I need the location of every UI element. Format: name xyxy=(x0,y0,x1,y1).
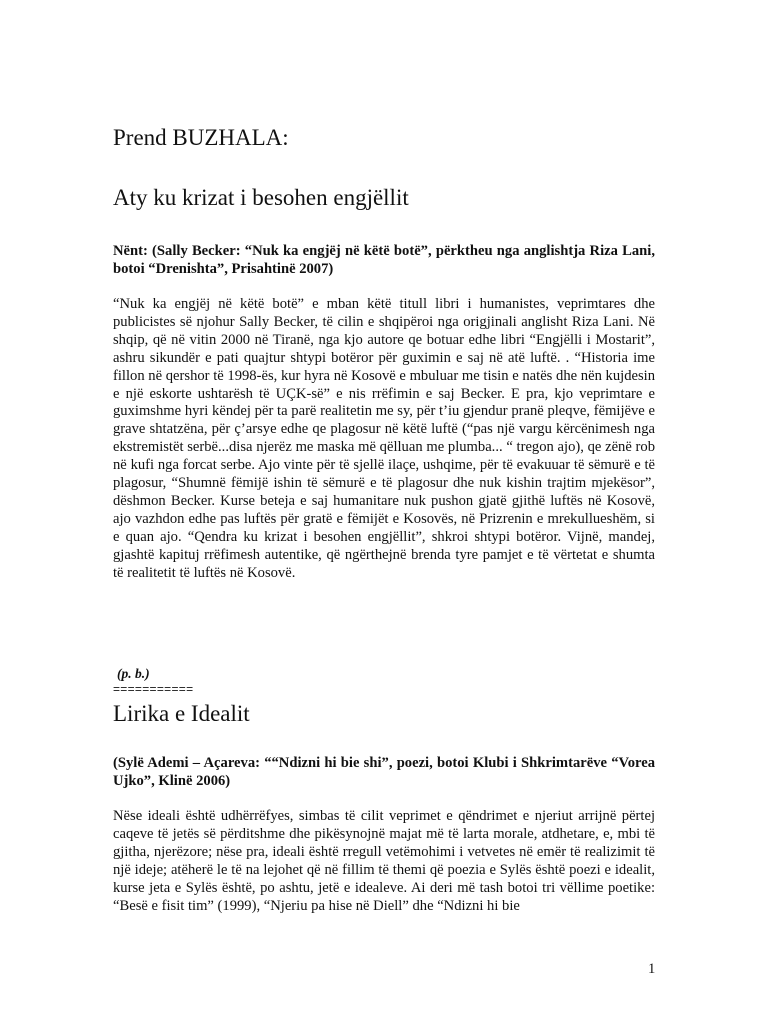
section-separator: =========== xyxy=(113,682,194,696)
article-body-2: Nëse ideali është udhërrëfyes, simbas të cilit veprimet e qëndrimet e njeriut arrijnë përtej caqeve të jetës së përditshme dhe pikësynojnë majat më të larta morale, atdhetare, e, mbi të gjitha, njerëzore; nëse pra, ideali është rregull vetëmohimi i vetvetes në emër të realizimit të një ideje; atëherë le të na lejohet që në fillim të themi që poezia e Sylës është poezi e idealit, kurse jeta e Sylës është, po ashtu, jetë e idealeve. Ai deri më tash botoi tri vëllime poetike: “Besë e fisit tim” (1999), “Njeriu pa hise në Diell” dhe “Ndizni hi bie xyxy=(113,808,655,914)
article-title-1: Aty ku krizat i besohen engjëllit xyxy=(113,185,409,210)
page-number: 1 xyxy=(648,961,656,977)
author-heading: Prend BUZHALA: xyxy=(113,125,289,150)
author-signature: (p. b.) xyxy=(117,666,150,681)
article-body-1: “Nuk ka engjëj në këtë botë” e mban këtë titull libri i humanistes, veprimtares dhe publicistes së njohur Sally Becker, të cilin e shqipëroi nga origjinali anglisht Riza Lani. Në shqip, që në vitin 2000 në Tiranë, nga kjo autore qe botuar edhe libri “Engjëlli i Mostarit”, ashru sikundër e pati quajtur shtypi botëror për guximin e saj në atë luftë. . “Historia ime fillon në qershor të 1998-ës, kur hyra në Kosovë e mbuluar me tisin e natës dhe nën kujdesin e një eskorte ushtarësh të UÇK-së” e nis rrëfimin e saj Becker. E pra, kjo veprimtare e guximshme hyri këndej për ta parë realitetin me sy, për t’iu gjendur pranë pleqve, fëmijëve e grave shtatzëna, për ç’arsye edhe qe plagosur në këtë luftë (“pas një vargu kërcënimesh nga ekstremistët serbë...disa njerëz me maska më qëlluan me plumba... “ tregon ajo), qe zënë rob në kufi nga forcat serbe. Ajo vinte për të sjellë ilaçe, ushqime, për të evakuuar të sëmurë e të plagosur, “Shumnë fëmijë ishin të sëmurë e të plagosur dhe nuk kishin trajtim mjekësor”, dëshmon Becker. Kurse beteja e saj humanitare nuk pushon gjatë gjithë luftës në Kosovë, ajo vazhdon edhe pas luftës për gratë e fëmijët e Kosovës, në Prizrenin e mrekullueshëm, si e quan ajo. “Qendra ku krizat i besohen engjëllit”, shkroi shtypi botëror. Vijnë, mandej, gjashtë kapituj rrëfimesh autentike, që ngërthejnë brenda tyre pamjet e të vërtetat e shumta të realitetit të luftës në Kosovë. xyxy=(113,296,655,581)
article-title-2: Lirika e Idealit xyxy=(113,701,250,726)
book-reference-1: Nënt: (Sally Becker: “Nuk ka engjëj në këtë botë”, përktheu nga anglishtja Riza Lani, botoi “Drenishta”, Prisahtinë 2007) xyxy=(113,243,655,277)
book-reference-2: (Sylë Ademi – Açareva: ““Ndizni hi bie shi”, poezi, botoi Klubi i Shkrimtarëve “Vorea Ujko”, Klinë 2006) xyxy=(113,755,655,789)
